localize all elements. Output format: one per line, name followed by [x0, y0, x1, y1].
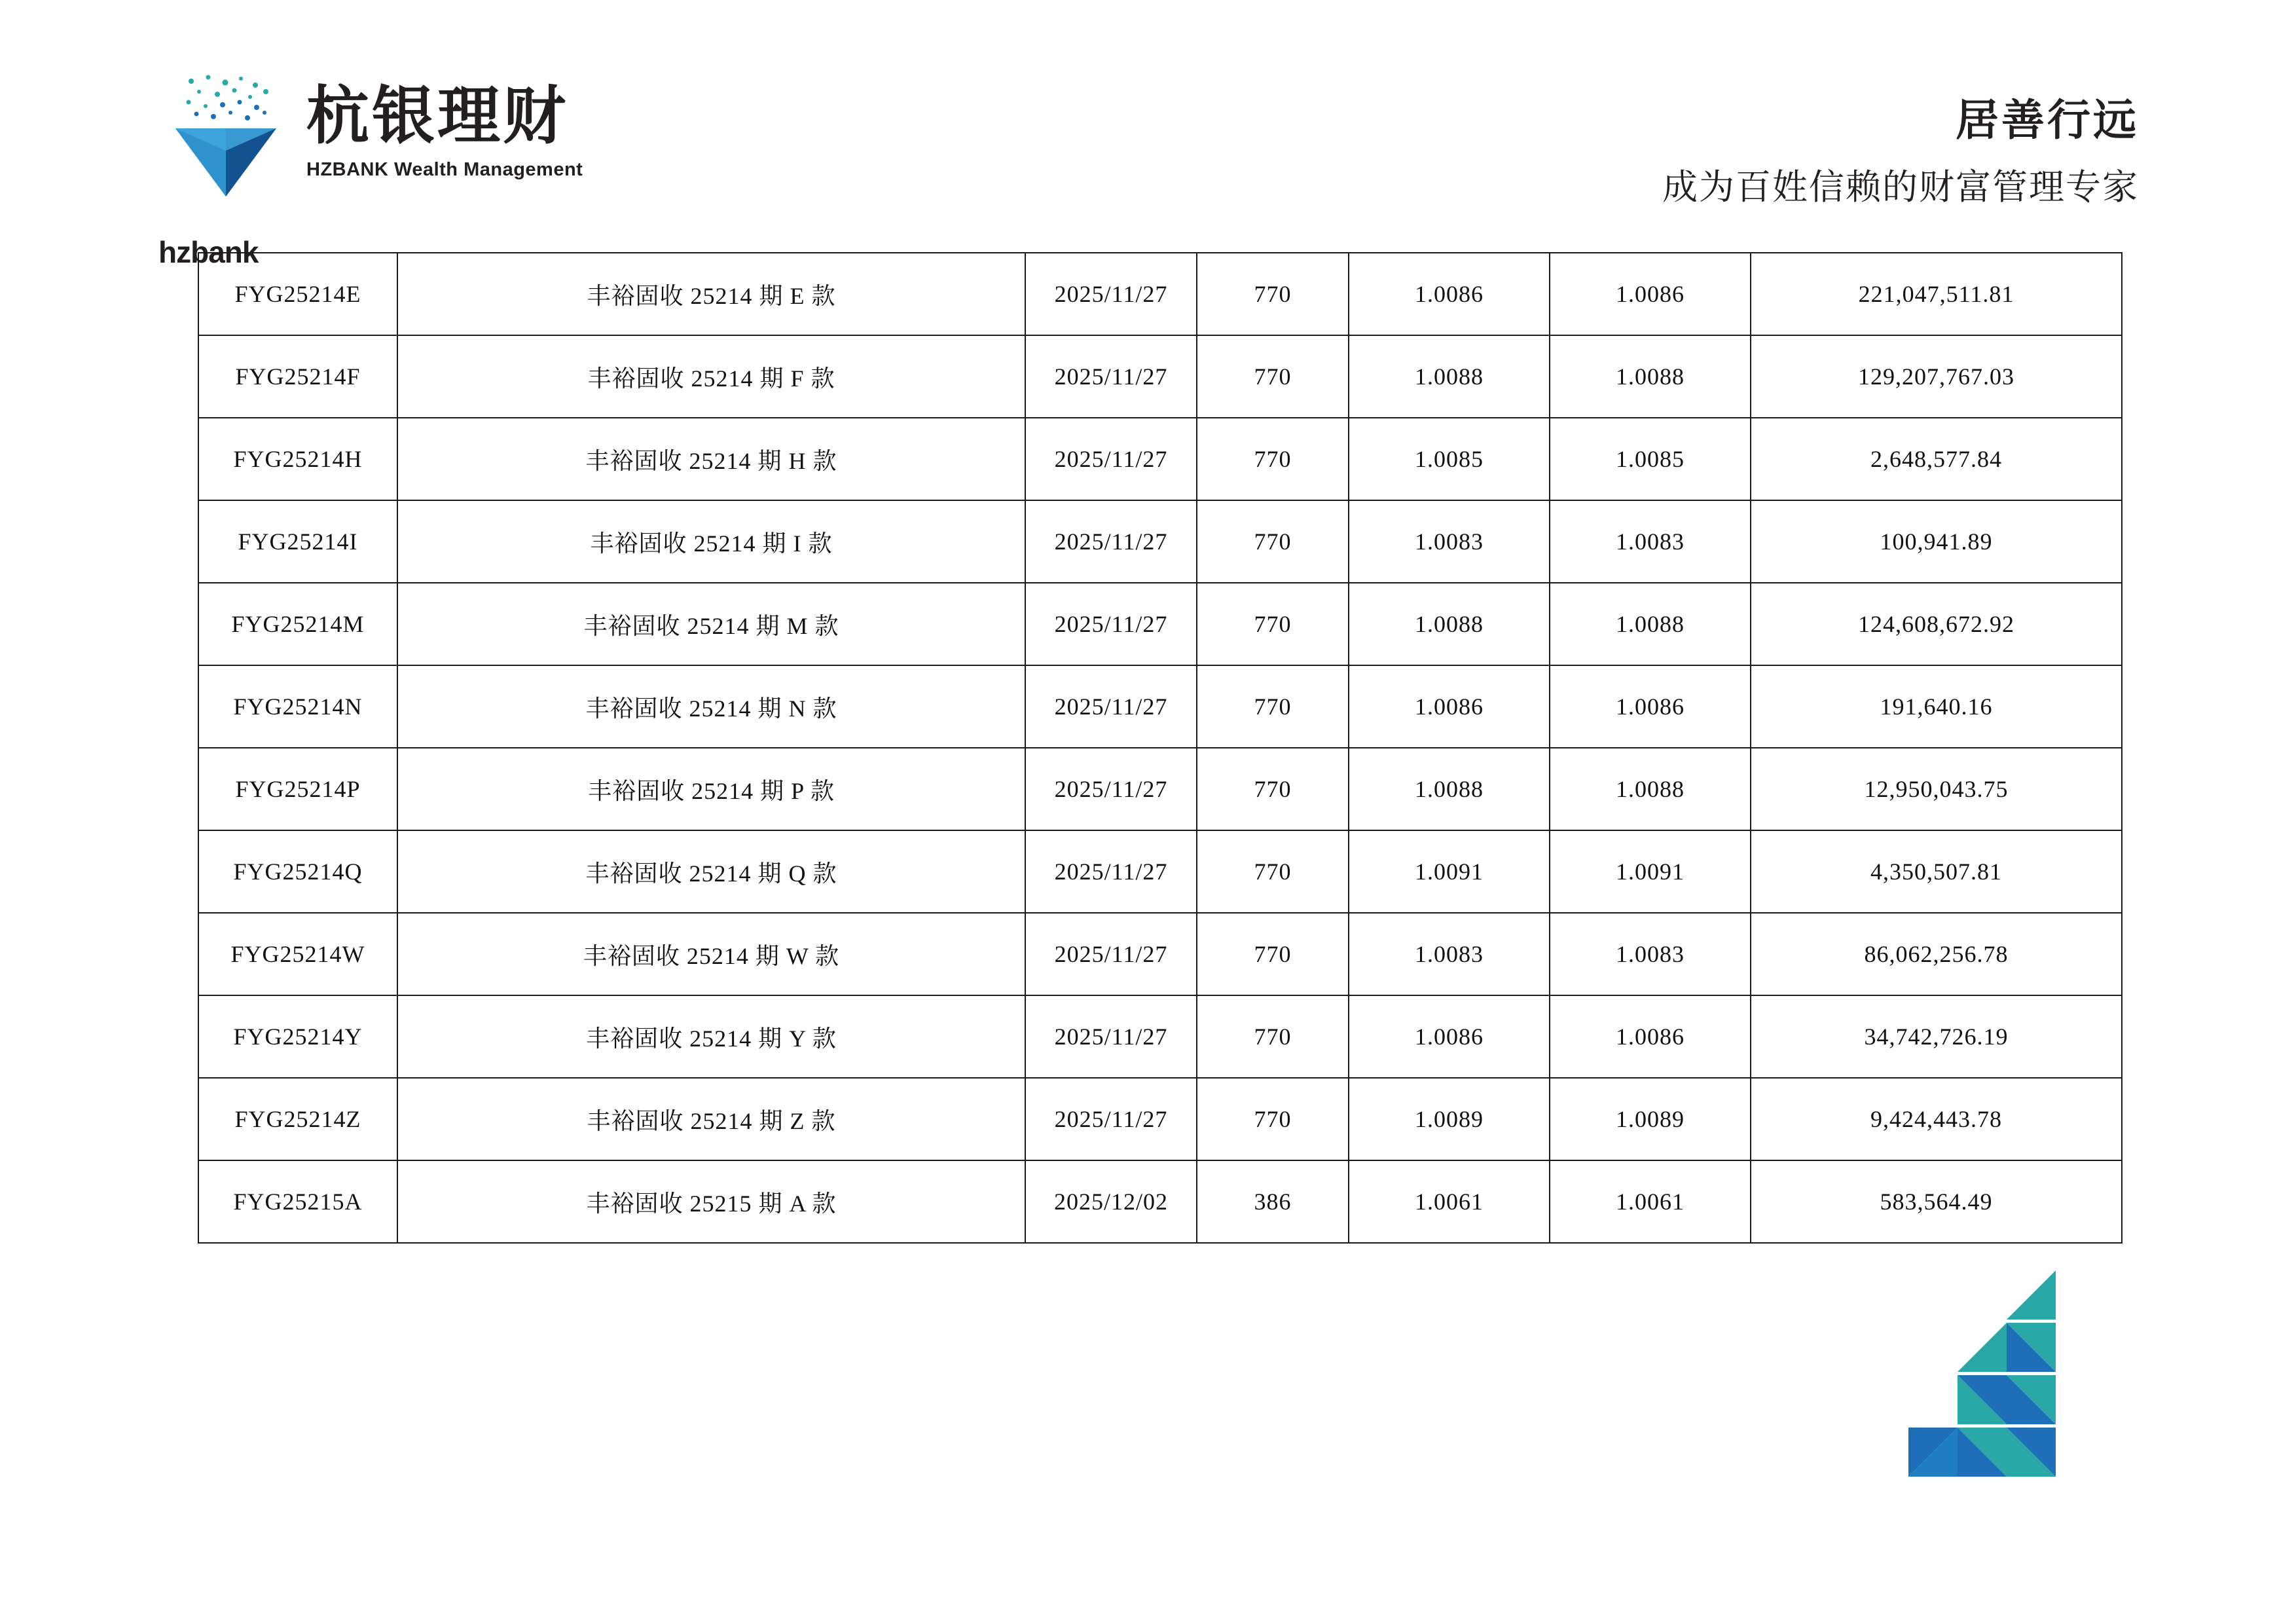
cell-product-code: FYG25214F [198, 335, 397, 418]
cell-cumulative-nav: 1.0089 [1550, 1078, 1751, 1160]
cell-cumulative-nav: 1.0088 [1550, 335, 1751, 418]
brand-lockup [157, 72, 583, 203]
table-body [198, 253, 2122, 1243]
table-row [198, 418, 2122, 500]
nav-table-container [198, 252, 2103, 1244]
cell-days: 770 [1197, 665, 1349, 748]
cell-product-name: 丰裕固收 25214 期 Y 款 [397, 995, 1025, 1078]
cell-amount: 12,950,043.75 [1751, 748, 2122, 830]
page-header [0, 65, 2296, 269]
cell-unit-nav: 1.0085 [1349, 418, 1550, 500]
cell-product-code: FYG25215A [198, 1160, 397, 1243]
slogan-block [1662, 85, 2139, 210]
brand-text-block [306, 72, 583, 181]
table-row [198, 830, 2122, 913]
cell-amount: 100,941.89 [1751, 500, 2122, 583]
cell-product-code: FYG25214M [198, 583, 397, 665]
brand-hzbank-wordmark: hzbank [158, 235, 259, 269]
cell-date: 2025/11/27 [1025, 913, 1197, 995]
cell-date: 2025/11/27 [1025, 748, 1197, 830]
cell-unit-nav: 1.0086 [1349, 253, 1550, 335]
cell-unit-nav: 1.0088 [1349, 748, 1550, 830]
cell-amount: 124,608,672.92 [1751, 583, 2122, 665]
cell-days: 770 [1197, 748, 1349, 830]
cell-amount: 9,424,443.78 [1751, 1078, 2122, 1160]
cell-product-code: FYG25214P [198, 748, 397, 830]
brand-name-en: HZBANK Wealth Management [306, 158, 583, 180]
cell-cumulative-nav: 1.0085 [1550, 418, 1751, 500]
cell-amount: 583,564.49 [1751, 1160, 2122, 1243]
cell-date: 2025/11/27 [1025, 253, 1197, 335]
cell-product-name: 丰裕固收 25214 期 F 款 [397, 335, 1025, 418]
table-row [198, 335, 2122, 418]
cell-product-name: 丰裕固收 25214 期 H 款 [397, 418, 1025, 500]
cell-date: 2025/12/02 [1025, 1160, 1197, 1243]
cell-days: 770 [1197, 500, 1349, 583]
cell-days: 770 [1197, 335, 1349, 418]
cell-product-code: FYG25214H [198, 418, 397, 500]
hzbank-triangle-mark-icon [1902, 1261, 2118, 1477]
cell-amount: 34,742,726.19 [1751, 995, 2122, 1078]
cell-product-code: FYG25214Q [198, 830, 397, 913]
cell-date: 2025/11/27 [1025, 418, 1197, 500]
cell-unit-nav: 1.0088 [1349, 335, 1550, 418]
cell-product-name: 丰裕固收 25214 期 P 款 [397, 748, 1025, 830]
table-row [198, 1078, 2122, 1160]
brand-name-cn: 杭银理财 [306, 81, 568, 151]
cell-product-code: FYG25214Z [198, 1078, 397, 1160]
cell-days: 770 [1197, 995, 1349, 1078]
table-row [198, 583, 2122, 665]
cell-unit-nav: 1.0086 [1349, 665, 1550, 748]
cell-cumulative-nav: 1.0091 [1550, 830, 1751, 913]
cell-days: 770 [1197, 1078, 1349, 1160]
cell-unit-nav: 1.0086 [1349, 995, 1550, 1078]
cell-days: 770 [1197, 830, 1349, 913]
cell-days: 770 [1197, 913, 1349, 995]
table-row [198, 1160, 2122, 1243]
table-row [198, 665, 2122, 748]
cell-unit-nav: 1.0083 [1349, 913, 1550, 995]
cell-unit-nav: 1.0091 [1349, 830, 1550, 913]
cell-date: 2025/11/27 [1025, 665, 1197, 748]
cell-unit-nav: 1.0083 [1349, 500, 1550, 583]
cell-amount: 86,062,256.78 [1751, 913, 2122, 995]
cell-cumulative-nav: 1.0086 [1550, 995, 1751, 1078]
cell-date: 2025/11/27 [1025, 335, 1197, 418]
cell-product-name: 丰裕固收 25214 期 N 款 [397, 665, 1025, 748]
product-nav-table [198, 252, 2123, 1244]
cell-days: 770 [1197, 253, 1349, 335]
cell-unit-nav: 1.0089 [1349, 1078, 1550, 1160]
cell-amount: 221,047,511.81 [1751, 253, 2122, 335]
table-row [198, 995, 2122, 1078]
slogan-sub: 成为百姓信赖的财富管理专家 [1662, 168, 2139, 207]
cell-product-code: FYG25214E [198, 253, 397, 335]
cell-product-name: 丰裕固收 25214 期 I 款 [397, 500, 1025, 583]
cell-product-code: FYG25214I [198, 500, 397, 583]
cell-cumulative-nav: 1.0083 [1550, 500, 1751, 583]
cell-product-name: 丰裕固收 25214 期 Z 款 [397, 1078, 1025, 1160]
cell-cumulative-nav: 1.0086 [1550, 665, 1751, 748]
cell-amount: 129,207,767.03 [1751, 335, 2122, 418]
table-row [198, 748, 2122, 830]
cell-product-code: FYG25214W [198, 913, 397, 995]
cell-cumulative-nav: 1.0061 [1550, 1160, 1751, 1243]
cell-unit-nav: 1.0061 [1349, 1160, 1550, 1243]
cell-cumulative-nav: 1.0088 [1550, 583, 1751, 665]
cell-product-name: 丰裕固收 25214 期 W 款 [397, 913, 1025, 995]
cell-amount: 2,648,577.84 [1751, 418, 2122, 500]
cell-days: 386 [1197, 1160, 1349, 1243]
cell-unit-nav: 1.0088 [1349, 583, 1550, 665]
cell-days: 770 [1197, 583, 1349, 665]
cell-date: 2025/11/27 [1025, 830, 1197, 913]
table-row [198, 253, 2122, 335]
cell-cumulative-nav: 1.0086 [1550, 253, 1751, 335]
cell-cumulative-nav: 1.0088 [1550, 748, 1751, 830]
cell-cumulative-nav: 1.0083 [1550, 913, 1751, 995]
cell-date: 2025/11/27 [1025, 500, 1197, 583]
cell-product-name: 丰裕固收 25214 期 M 款 [397, 583, 1025, 665]
cell-date: 2025/11/27 [1025, 1078, 1197, 1160]
cell-amount: 4,350,507.81 [1751, 830, 2122, 913]
cell-product-name: 丰裕固收 25214 期 E 款 [397, 253, 1025, 335]
cell-product-name: 丰裕固收 25214 期 Q 款 [397, 830, 1025, 913]
cell-product-code: FYG25214N [198, 665, 397, 748]
slogan-main: 居善行远 [1956, 96, 2139, 144]
cell-product-code: FYG25214Y [198, 995, 397, 1078]
cell-days: 770 [1197, 418, 1349, 500]
table-row [198, 500, 2122, 583]
hzbank-diamond-logo-icon [157, 72, 295, 203]
cell-product-name: 丰裕固收 25215 期 A 款 [397, 1160, 1025, 1243]
cell-date: 2025/11/27 [1025, 995, 1197, 1078]
table-row [198, 913, 2122, 995]
cell-amount: 191,640.16 [1751, 665, 2122, 748]
cell-date: 2025/11/27 [1025, 583, 1197, 665]
